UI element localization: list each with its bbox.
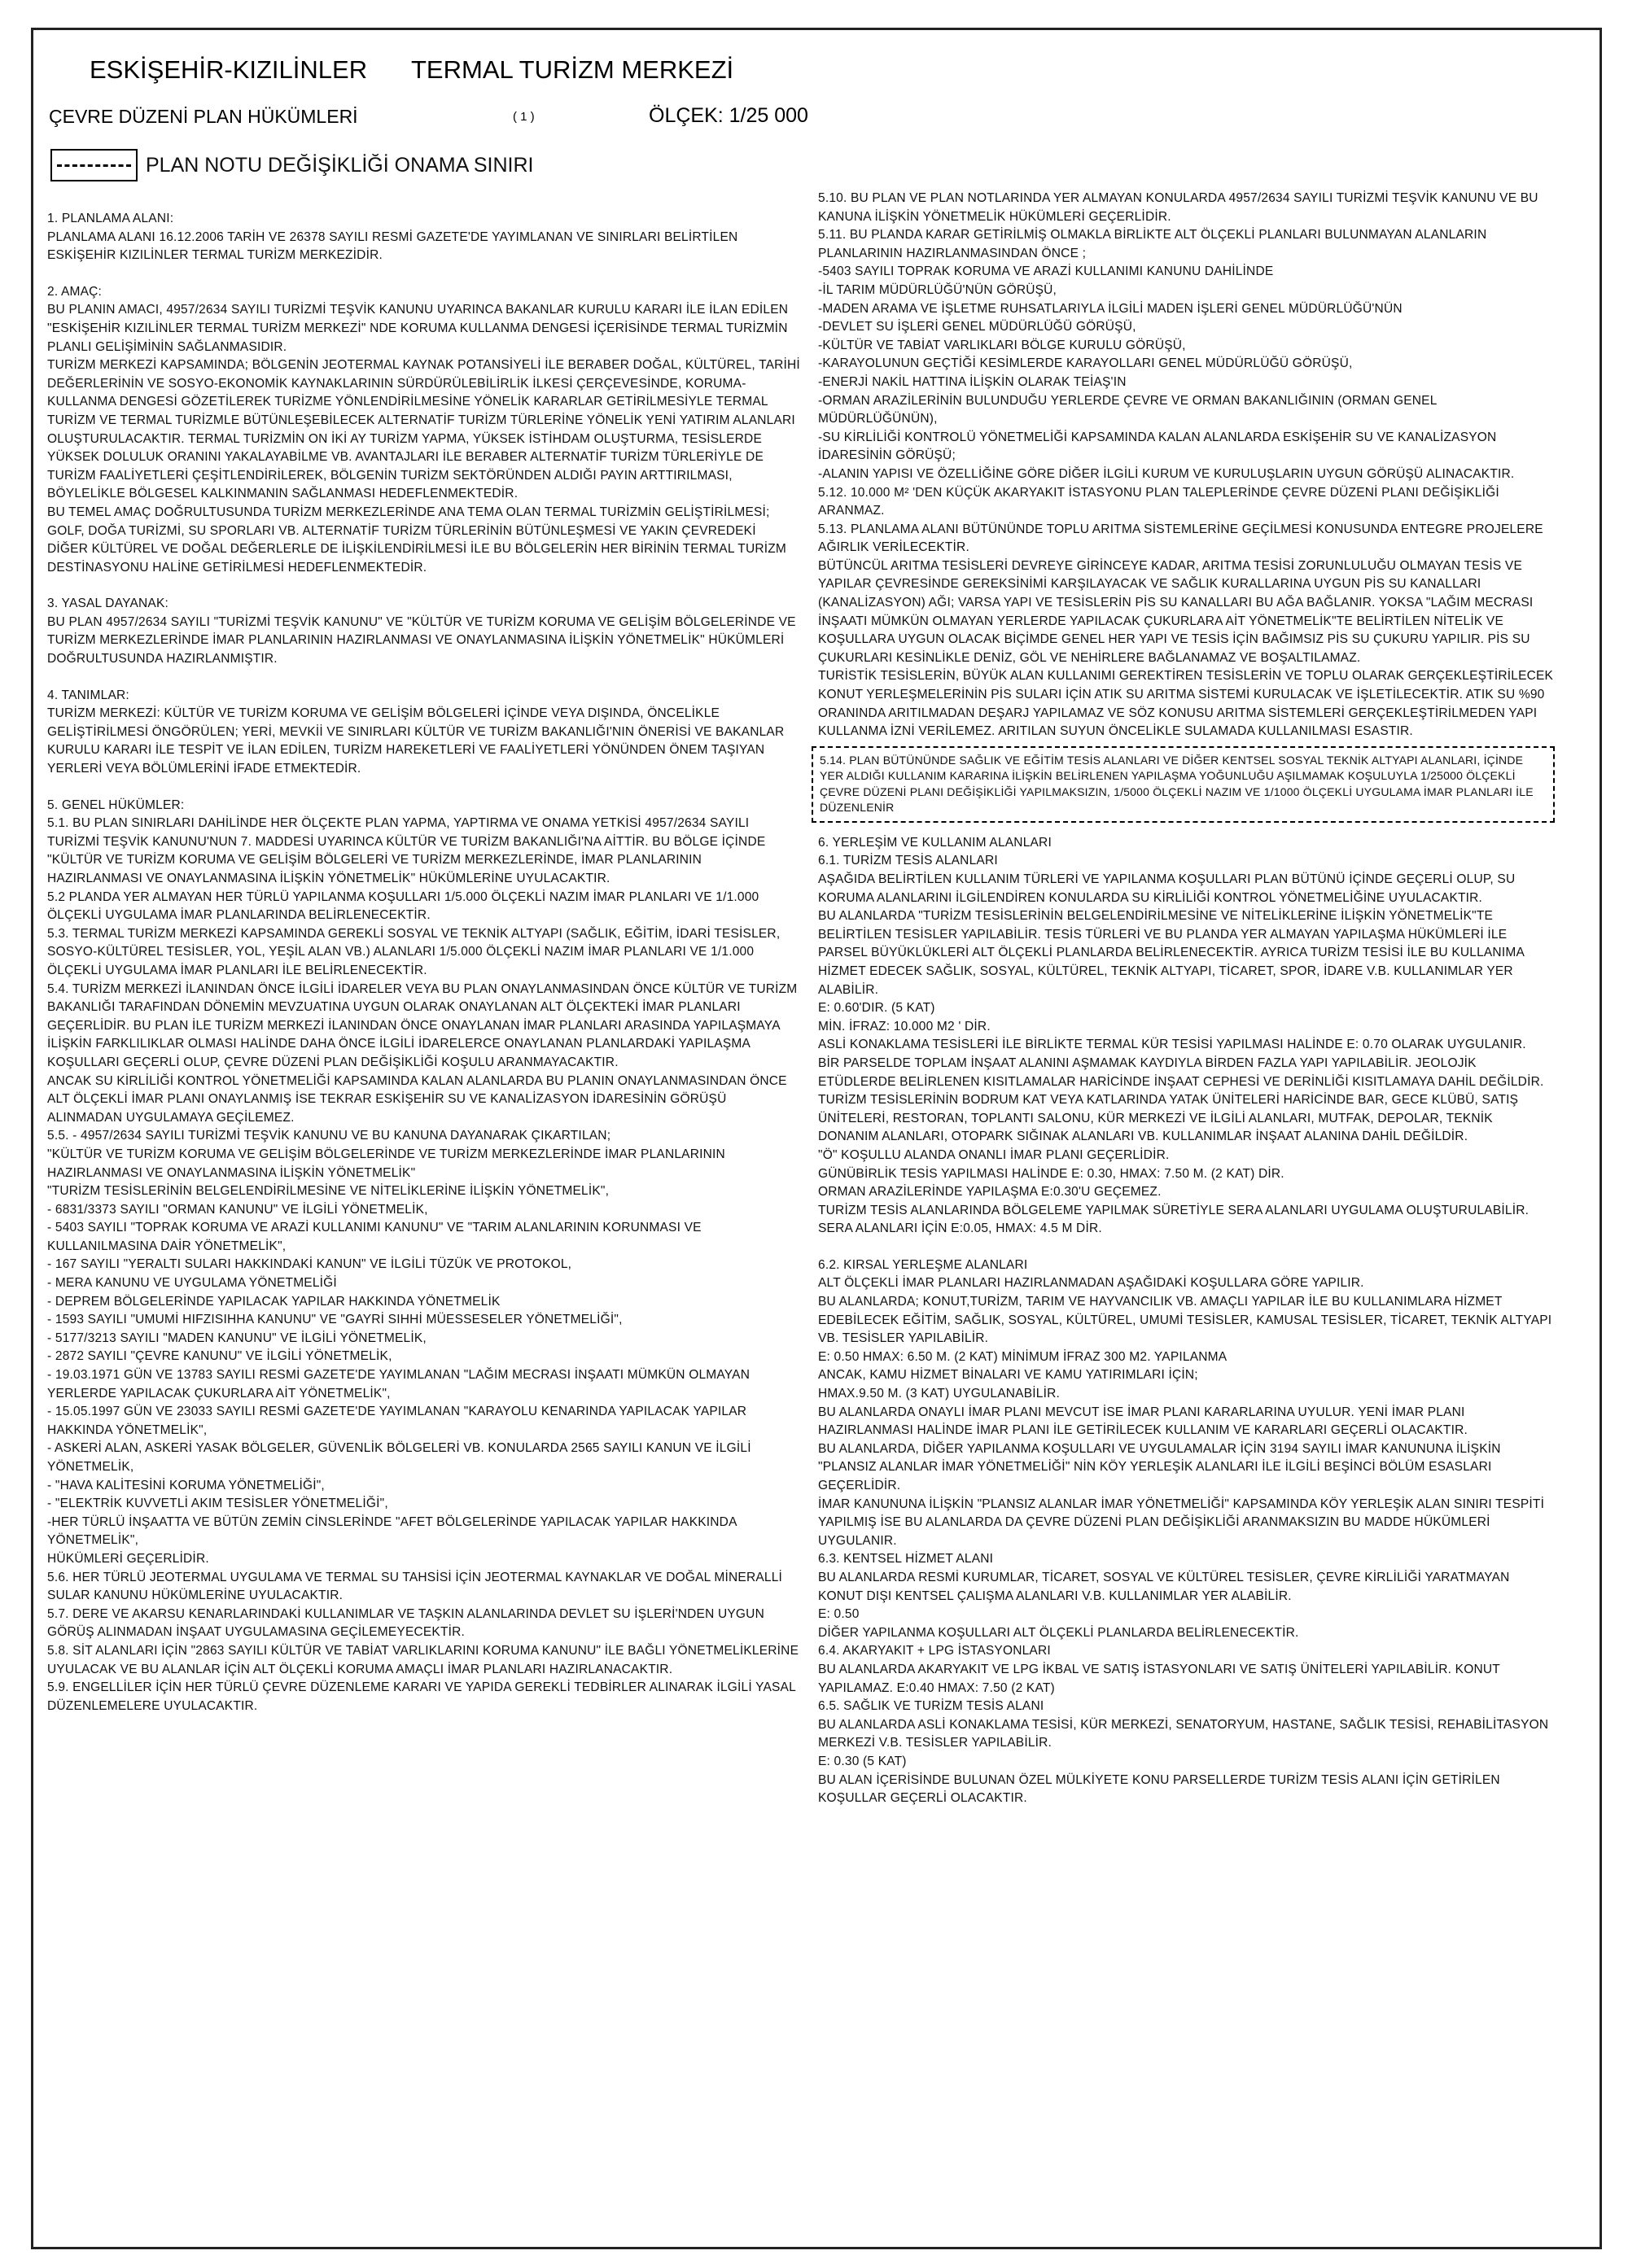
paragraph: -İL TARIM MÜDÜRLÜĞÜ'NÜN GÖRÜŞÜ, [818,282,1057,297]
paragraph: BU ALANLARDA; KONUT,TURİZM, TARIM VE HAYVANCILIK VB. AMAÇLI YAPILAR İLE BU KULLANIMLARA HİZMET EDEBİLECEK EĞİTİM, SAĞLIK, SOSYAL, KÜLTÜREL, UMUMİ TESİSLER, KAMUSAL TESİSLER, TİCARET, TEKNİK ALTYAPI VB. TESİSLER YAPILABİLİR. [818,1295,1556,1346]
paragraph: - 15.05.1997 GÜN VE 23033 SAYILI RESMİ GAZETE'DE YAYIMLANAN "KARAYOLU KENARINDA YAPILACAK YAPILAR HAKKINDA YÖNETMELİK", [47,1405,751,1437]
paragraph: BU ALANLARDA, DİĞER YAPILANMA KOŞULLARI VE UYGULAMALAR İÇİN 3194 SAYILI İMAR KANUNUNA İLİŞKİN "PLANSIZ ALANLAR İMAR YÖNETMELİĞİ" NİN KÖY YERLEŞİK ALANLARI İLE İLGİLİ BEŞİNCİ BÖLÜM ESASLARI GEÇERLİDİR. [818,1441,1505,1492]
page-number: ( 1 ) [513,110,535,124]
paragraph: BİR PARSELDE TOPLAM İNŞAAT ALANINI AŞMAMAK KAYDIYLA BİRDEN FAZLA YAPI YAPILABİLİR. JEOLOJİK ETÜDLERDE BELİRLENEN KISITLAMALAR HARİCİNDE İNŞAAT CEPHESİ VE DERİNLİĞİ KISITLAMAYA DAHİL DEĞİLDİR. [818,1055,1544,1089]
paragraph: 6.1. TURİZM TESİS ALANLARI [818,854,998,868]
paragraph: E: 0.30 (5 KAT) [818,1754,907,1768]
paragraph: "TURİZM TESİSLERİNİN BELGELENDİRİLMESİNE VE NİTELİKLERİNE İLİŞKİN YÖNETMELİK", [47,1184,610,1199]
paragraph: 1. PLANLAMA ALANI: [47,212,174,225]
paragraph: HMAX.9.50 M. (3 KAT) UYGULANABİLİR. [818,1387,1060,1401]
document-title-location: ESKİŞEHİR-KIZILİNLER [90,55,368,84]
paragraph: HÜKÜMLERİ GEÇERLİDİR. [47,1551,209,1566]
paragraph: - ASKERİ ALAN, ASKERİ YASAK BÖLGELER, GÜVENLİK BÖLGELERİ VB. KONULARDA 2565 SAYILI KANUN VE İLGİLİ YÖNETMELİK, [47,1441,755,1474]
paragraph: 5. GENEL HÜKÜMLER: [47,798,185,812]
paragraph: TURİZM MERKEZİ KAPSAMINDA; BÖLGENİN JEOTERMAL KAYNAK POTANSİYELİ İLE BERABER DOĞAL, KÜLTÜREL, TARİHİ DEĞERLERİNİN VE SOSYO-EKONOMİK KAYNAKLARININ SÜRDÜRÜLEBİLİRLİK İLKESİ ÇERÇEVESİNDE, KORUMA-KULLANMA DENGESİ GÖZETİLEREK TURİZME YÖNLENDİRİLMESİNE YÖNELİK KARARLAR GETİRİLMESİYLE TERMAL TURİZM VE TERMAL TURİZMLE BÜTÜNLEŞEBİLECEK ALTERNATİF TURİZM TÜRLERİNE YÖNELİK YENİ YATIRIM ALANLARI OLUŞTURULACAKTIR. TERMAL TURİZMİN ON İKİ AY TURİZM YAPMA, YÜKSEK İSTİHDAM OLUŞTURMA, TESİSLERDE YÜKSEK DOLULUK ORANINI YAKALAYABİLME VB. AVANTAJLARI İLE BERABER ALTERNATİF TURİZM TÜRLERİYLE DE TURİZM FAALİYETLERİ ÇEŞİTLENDİRİLEREK, BÖLGENİN TURİZM SEKTÖRÜNDEN ALDIĞI PAYIN ARTTIRILMASI, BÖYLELİKLE BÖLGESEL KALKINMANIN SAĞLANMASI HEDEFLENMEKTEDİR. [47,358,804,501]
paragraph: 5.12. 10.000 M² 'DEN KÜÇÜK AKARYAKIT İSTASYONU PLAN TALEPLERİNDE ÇEVRE DÜZENİ PLANI DEĞİŞİKLİĞİ ARANMAZ. [818,485,1503,518]
paragraph: "Ö" KOŞULLU ALANDA ONANLI İMAR PLANI GEÇERLİDİR. [818,1147,1170,1162]
paragraph: 5.11. BU PLANDA KARAR GETİRİLMİŞ OLMAKLA BİRLİKTE ALT ÖLÇEKLİ PLANLARI BULUNMAYAN ALANLARIN PLANLARININ HAZIRLANMASINDAN ÖNCE ; [818,228,1490,260]
paragraph: 6. YERLEŞİM VE KULLANIM ALANLARI [818,835,1052,850]
right-column-bottom [818,834,1555,1808]
paragraph: TURİZM TESİS ALANLARINDA BÖLGELEME YAPILMAK SÜRETİYLE SERA ALANLARI UYGULAMA OLUŞTURULABİLİR. SERA ALANLARI İÇİN E:0.05, HMAX: 4.5 M DİR. [818,1203,1533,1236]
paragraph: -ENERJİ NAKİL HATTINA İLİŞKİN OLARAK TEİAŞ'IN [818,374,1127,389]
paragraph: "KÜLTÜR VE TURİZM KORUMA VE GELİŞİM BÖLGELERİNDE VE TURİZM MERKEZLERİNDE İMAR PLANLARININ HAZIRLANMASI VE ONAYLANMASINA İLİŞKİN YÖNETMELİK" [47,1147,729,1180]
paragraph [818,1239,1555,1256]
paragraph: 5.9. ENGELLİLER İÇİN HER TÜRLÜ ÇEVRE DÜZENLEME KARARI VE YAPIDA GEREKLİ TEDBİRLER ALINARAK İLGİLİ YASAL DÜZENLEMELERE UYULACAKTIR. [47,1680,799,1713]
paragraph: - 167 SAYILI "YERALTI SULARI HAKKINDAKİ KANUN" VE İLGİLİ TÜZÜK VE PROTOKOL, [47,1257,572,1272]
document-subtitle: ÇEVRE DÜZENİ PLAN HÜKÜMLERİ [49,106,358,127]
right-column-top [818,190,1555,741]
paragraph: TURİSTİK TESİSLERİN, BÜYÜK ALAN KULLANIMI GEREKTİREN TESİSLERİN VE TOPLU OLARAK GERÇEKLEŞTİRİLECEK KONUT YERLEŞMELERİNİN PİS SULARI İÇİN ATIK SU ARITMA SİSTEMİ KURULACAK VE İŞLETİLECEKTİR. ATIK SU %90 ORANINDA ARITILMADAN DEŞARJ YAPILAMAZ VE SÖZ KONUSU ARITMA SİSTEMLERİ GERÇEKLEŞTİRİLMEDEN YAPI KULLANMA İZNİ VERİLEMEZ. ARITILAN SUYUN ÖNCELİKLE SULAMADA KULLANILMASI ESASTIR. [818,669,1557,739]
right-column [818,190,1555,1808]
paragraph: 2. AMAÇ: [47,284,103,299]
paragraph: ALT ÖLÇEKLİ İMAR PLANLARI HAZIRLANMADAN AŞAĞIDAKİ KOŞULLARA GÖRE YAPILIR. [818,1276,1364,1291]
paragraph: BU ALANLARDA "TURİZM TESİSLERİNİN BELGELENDİRİLMESİNE VE NİTELİKLERİNE İLİŞKİN YÖNETMELİK"TE BELİRTİLEN TESİSLER YAPILABİLİR. TESİS TÜRLERİ VE BU PLANDA YER ALMAYAN YAPILAŞMA HÜKÜMLERİ İLE PARSEL BÜYÜKLÜKLERİ ALT ÖLÇEKLİ PLANLARDA BELİRLENECEKTİR. AYRICA TURİZM TESİSİ İLE BU KULLANIMA HİZMET EDECEK SAĞLIK, SOSYAL, KÜLTÜREL, TEKNİK ALTYAPI, TİCARET, SPOR, İDARE V.B. KULLANIMLAR YER ALABİLİR. [818,909,1528,997]
paragraph: 5.10. BU PLAN VE PLAN NOTLARINDA YER ALMAYAN KONULARDA 4957/2634 SAYILI TURİZMİ TEŞVİK KANUNU VE BU KANUNA İLİŞKİN YÖNETMELİK HÜKÜMLERİ GEÇERLİDİR. [818,191,1543,224]
document-title: TERMAL TURİZM MERKEZİ [411,55,734,84]
paragraph: TURİZM MERKEZİ: KÜLTÜR VE TURİZM KORUMA VE GELİŞİM BÖLGELERİ İÇİNDE VEYA DIŞINDA, ÖNCELİKLE GELİŞTİRİLMESİ ÖNGÖRÜLEN; YERİ, MEVKİİ VE SINIRLARI KÜLTÜR VE TURİZM BAKANLIĞI'NIN ÖNERİSİ VE BAKANLAR KURULU KARARI İLE TESPİT VE İLAN EDİLEN, TURİZM HAREKETLERİ VE FAALİYETLERİ YÖNÜNDEN ÖNEM TAŞIYAN YERLERİ VEYA BÖLÜMLERİNİ İFADE ETMEKTEDİR. [47,706,788,776]
paragraph: -KARAYOLUNUN GEÇTİĞİ KESİMLERDE KARAYOLLARI GENEL MÜDÜRLÜĞÜ GÖRÜŞÜ, [818,356,1353,371]
paragraph: 4. TANIMLAR: [47,688,129,702]
paragraph: -DEVLET SU İŞLERİ GENEL MÜDÜRLÜĞÜ GÖRÜŞÜ, [818,320,1136,334]
paragraph: E: 0.50 HMAX: 6.50 M. (2 KAT) MİNİMUM İFRAZ 300 M2. YAPILANMA [818,1349,1228,1364]
paragraph: 6.5. SAĞLIK VE TURİZM TESİS ALANI [818,1699,1044,1714]
legend-label: PLAN NOTU DEĞİŞİKLİĞİ ONAMA SINIRI [146,153,534,177]
paragraph: ASLİ KONAKLAMA TESİSLERİ İLE BİRLİKTE TERMAL KÜR TESİSİ YAPILMASI HALİNDE E: 0.70 OLARAK UYGULANIR. [818,1038,1526,1052]
paragraph: E: 0.50 [818,1607,860,1622]
paragraph: TURİZM TESİSLERİNİN BODRUM KAT VEYA KATLARINDA YATAK ÜNİTELERİ HARİCİNDE BAR, GECE KLÜBÜ, SATIŞ ÜNİTELERİ, RESTORAN, TOPLANTI SALONU, KÜR MERKEZİ VE İLGİLİ ALANLARI, MUTFAK, DEPOLAR, TEKNİK DONANIM ALANLARI, OTOPARK SIĞINAK ALANLARI VB. KULLANIMLAR İNŞAAT ALANINA DAHİL DEĞİLDİR. [818,1093,1522,1144]
paragraph: BU PLAN 4957/2634 SAYILI "TURİZMİ TEŞVİK KANUNU" VE "KÜLTÜR VE TURİZM KORUMA VE GELİŞİM BÖLGELERİNDE VE TURİZM MERKEZLERİNDE İMAR PLANLARININ HAZIRLANMASI VE ONAYLANMASINA İLİŞKİN YÖNETMELİK" HÜKÜMLERİ DOĞRULTUSUNDA HAZIRLANMIŞTIR. [47,614,799,666]
paragraph: GÜNÜBİRLİK TESİS YAPILMASI HALİNDE E: 0.30, HMAX: 7.50 M. (2 KAT) DİR. [818,1166,1284,1181]
left-column [47,210,804,1715]
paragraph: 5.1. BU PLAN SINIRLARI DAHİLİNDE HER ÖLÇEKTE PLAN YAPMA, YAPTIRMA VE ONAMA YETKİSİ 4957/2634 SAYILI TURİZMİ TEŞVİK KANUNU'NUN 7. MADDESİ UYARINCA KÜLTÜR VE TURİZM BAKANLIĞI'NA AİTTİR. BU BÖLGE İÇİNDE "KÜLTÜR VE TURİZM KORUMA VE GELİŞİM BÖLGELERİ VE TURİZM MERKEZLERİNDE, İMAR PLANLARININ HAZIRLANMASI VE ONAYLANMASINA İLİŞKİN YÖNETMELİK" HÜKÜMLERİNE UYULACAKTIR. [47,816,769,885]
paragraph: -HER TÜRLÜ İNŞAATTA VE BÜTÜN ZEMİN CİNSLERİNDE "AFET BÖLGELERİNDE YAPILACAK YAPILAR HAKKINDA YÖNETMELİK", [47,1514,740,1548]
paragraph [47,265,800,283]
paragraph [47,577,800,595]
paragraph: BU ALANLARDA RESMİ KURUMLAR, TİCARET, SOSYAL VE KÜLTÜREL TESİSLER, ÇEVRE KİRLİLİĞİ YARATMAYAN KONUT DIŞI KENTSEL ÇALIŞMA ALANLARI V.B. KULLANIMLAR YER ALABİLİR. [818,1570,1514,1603]
paragraph: -ALANIN YAPISI VE ÖZELLİĞİNE GÖRE DİĞER İLGİLİ KURUM VE KURULUŞLARIN UYGUN GÖRÜŞÜ ALINACAKTIR. [818,466,1515,481]
paragraph: - 2872 SAYILI "ÇEVRE KANUNU" VE İLGİLİ YÖNETMELİK, [47,1349,392,1364]
paragraph: PLANLAMA ALANI 16.12.2006 TARİH VE 26378 SAYILI RESMİ GAZETE'DE YAYIMLANAN VE SINIRLARI BELİRTİLEN ESKİŞEHİR KIZILİNLER TERMAL TURİZM MERKEZİDİR. [47,229,742,263]
paragraph: - 19.03.1971 GÜN VE 13783 SAYILI RESMİ GAZETE'DE YAYIMLANAN "LAĞIM MECRASI İNŞAATI MÜMKÜN OLMAYAN YERLERDE YAPILACAK ÇUKURLARA AİT YÖNETMELİK", [47,1368,754,1401]
paragraph: 5.4. TURİZM MERKEZİ İLANINDAN ÖNCE İLGİLİ İDARELER VEYA BU PLAN ONAYLANMASINDAN ÖNCE KÜLTÜR VE TURİZM BAKANLIĞI TARAFINDAN DÖNEMİN MEVZUATINA UYGUN OLARAK ONAYLANAN ALT ÖLÇEKTEKİ İMAR PLANLARI GEÇERLİDİR. BU PLAN İLE TURİZM MERKEZİ İLANINDAN ÖNCE ONAYLANAN İMAR PLANLARI ARASINDA YAPILAŞMAYA İLİŞKİN FARKLILIKLAR OLMASI HALİNDE DAHA ÖNCE İLGİLİ İDARELERCE ONAYLANAN PLANLARDAKİ YAPILAŞMA KOŞULLARI GEÇERLİ OLUP, ÇEVRE DÜZENİ PLAN DEĞİŞİKLİĞİ KOŞULU ARANMAYACAKTIR. [47,981,801,1069]
paragraph: 5.3. TERMAL TURİZM MERKEZİ KAPSAMINDA GEREKLİ SOSYAL VE TEKNİK ALTYAPI (SAĞLIK, EĞİTİM, İDARİ TESİSLER, SOSYO-KÜLTÜREL TESİSLER, YOL, YEŞİL ALAN VB.) ALANLARI 1/5.000 ÖLÇEKLİ NAZIM İMAR PLANLARI VE 1/1.000 ÖLÇEKLİ UYGULAMA İMAR PLANLARI İLE BELİRLENECEKTİR. [47,926,784,977]
paragraph: - MERA KANUNU VE UYGULAMA YÖNETMELİĞİ [47,1276,337,1291]
paragraph: 5.7. DERE VE AKARSU KENARLARINDAKİ KULLANIMLAR VE TAŞKIN ALANLARINDA DEVLET SU İŞLERİ'NDEN UYGUN GÖRÜŞ ALINMADAN İNŞAAT UYGULAMASINA GEÇİLEMEYECEKTİR. [47,1606,768,1640]
paragraph: - "ELEKTRİK KUVVETLİ AKIM TESİSLER YÖNETMELİĞİ", [47,1497,388,1511]
paragraph: -ORMAN ARAZİLERİNİN BULUNDUĞU YERLERDE ÇEVRE VE ORMAN BAKANLIĞININ (ORMAN GENEL MÜDÜRLÜĞÜNÜN), [818,393,1441,426]
paragraph: - 5177/3213 SAYILI "MADEN KANUNU" VE İLGİLİ YÖNETMELİK, [47,1331,427,1345]
paragraph: 5.6. HER TÜRLÜ JEOTERMAL UYGULAMA VE TERMAL SU TAHSİSİ İÇİN JEOTERMAL KAYNAKLAR VE DOĞAL MİNERALLİ SULAR KANUNU HÜKÜMLERİNE UYULACAKTIR. [47,1570,786,1603]
paragraph: BU PLANIN AMACI, 4957/2634 SAYILI TURİZMİ TEŞVİK KANUNU UYARINCA BAKANLAR KURULU KARARI İLE İLAN EDİLEN "ESKİŞEHİR KIZILİNLER TERMAL TURİZM MERKEZİ" NDE KORUMA KULLANMA DENGESİ İÇERİSİNDE TERMAL TURİZMİN PLANLI GELİŞİMİNİN SAĞLANMASIDIR. [47,303,792,354]
paragraph: AŞAĞIDA BELİRTİLEN KULLANIM TÜRLERİ VE YAPILANMA KOŞULLARI PLAN BÜTÜNÜ İÇİNDE GEÇERLİ OLUP, SU KORUMA ALANLARINI İLGİLENDİREN KONULARDA SU KİRLİLİĞİ KONTROL YÖNETMELİĞİNE UYULACAKTIR. [818,872,1519,905]
dashed-boundary-icon [50,149,138,181]
paragraph: ANCAK SU KİRLİLİĞİ KONTROL YÖNETMELİĞİ KAPSAMINDA KALAN ALANLARDA BU PLANIN ONAYLANMASINDAN ÖNCE ALT ÖLÇEKLİ İMAR PLANI ONAYLANMIŞ İSE TEKRAR ESKİŞEHİR SU VE KANALİZASYON İDARESİNİN GÖRÜŞÜ ALINMADAN UYGULAMAYA GEÇİLEMEZ. [47,1073,790,1125]
paragraph: E: 0.60'DIR. (5 KAT) [818,1001,935,1016]
paragraph: BU TEMEL AMAÇ DOĞRULTUSUNDA TURİZM MERKEZLERİNDE ANA TEMA OLAN TERMAL TURİZMİN GELİŞTİRİLMESİ; GOLF, DOĞA TURİZMİ, SU SPORLARI VB. ALTERNATİF TURİZM TÜRLERİNİN BÜTÜNLEŞMESİ VE YAKIN ÇEVREDEKİ DİĞER KÜLTÜREL VE DOĞAL DEĞERLERLE DE İLİŞKİLENDİRİLMESİ İLE BU BÖLGELERİN HER BİRİNİN TERMAL TURİZM DESTİNASYONU HALİNE GETİRİLMESİ HEDEFLENMEKTEDİR. [47,505,790,575]
paragraph: 6.3. KENTSEL HİZMET ALANI [818,1552,994,1567]
map-scale: ÖLÇEK: 1/25 000 [649,104,808,127]
paragraph: ANCAK, KAMU HİZMET BİNALARI VE KAMU YATIRIMLARI İÇİN; [818,1368,1198,1383]
paragraph: BU ALANLARDA AKARYAKIT VE LPG İKBAL VE SATIŞ İSTASYONLARI VE SATIŞ ÜNİTELERİ YAPILABİLİR. KONUT YAPILAMAZ. E:0.40 HMAX: 7.50 (2 KAT) [818,1662,1503,1695]
paragraph: 3. YASAL DAYANAK: [47,596,168,611]
paragraph: - 6831/3373 SAYILI "ORMAN KANUNU" VE İLGİLİ YÖNETMELİK, [47,1202,428,1217]
paragraph: 5.13. PLANLAMA ALANI BÜTÜNÜNDE TOPLU ARITMA SİSTEMLERİNE GEÇİLMESİ KONUSUNDA ENTEGRE PROJELERE AĞIRLIK VERİLECEKTİR. [818,522,1547,555]
paragraph: DİĞER YAPILANMA KOŞULLARI ALT ÖLÇEKLİ PLANLARDA BELİRLENECEKTİR. [818,1625,1299,1640]
paragraph: BÜTÜNCÜL ARITMA TESİSLERİ DEVREYE GİRİNCEYE KADAR, ARITMA TESİSİ ZORUNLULUĞU OLMAYAN TESİS VE YAPILAR ÇEVRESİNDE GEREKSİNİMİ KARŞILAYACAK VE SAĞLIK KURALLARINA UYGUN PİS SU KANALLARI (KANALİZASYON) AĞI; VARSA YAPI VE TESİSLERİN PİS SU KANALLARI BU AĞA BAĞLANIR. YOKSA "LAĞIM MECRASI İNŞAATI MÜMKÜN OLMAYAN YERLERDE YAPILACAK ÇUKURLARA AİT YÖNETMELİK"TE BELİRTİLEN NİTELİK VE KOŞULLARA UYGUN OLACAK BİÇİMDE GENEL HER YAPI VE TESİS İÇİN BAĞIMSIZ PİS SU ÇUKURU YAPILIR. PİS SU ÇUKURLARI KESİNLİKLE DENİZ, GÖL VE NEHİRLERE BAĞLANAMAZ VE BOŞALTILAMAZ. [818,558,1537,665]
paragraph: 5.8. SİT ALANLARI İÇİN "2863 SAYILI KÜLTÜR VE TABİAT VARLIKLARINI KORUMA KANUNU" İLE BAĞLI YÖNETMELİKLERİNE UYULACAK VE BU ALANLAR İÇİN ALT ÖLÇEKLİ KORUMA AMAÇLI İMAR PLANLARI HAZIRLANACAKTIR. [47,1643,803,1676]
paragraph: 5.5. - 4957/2634 SAYILI TURİZMİ TEŞVİK KANUNU VE BU KANUNA DAYANARAK ÇIKARTILAN; [47,1129,611,1143]
paragraph: BU ALAN İÇERİSİNDE BULUNAN ÖZEL MÜLKİYETE KONU PARSELLERDE TURİZM TESİS ALANI İÇİN GETİRİLEN KOŞULLAR GEÇERLİ OLACAKTIR. [818,1772,1504,1806]
paragraph: -5403 SAYILI TOPRAK KORUMA VE ARAZİ KULLANIMI KANUNU DAHİLİNDE [818,264,1274,279]
paragraph: -KÜLTÜR VE TABİAT VARLIKLARI BÖLGE KURULU GÖRÜŞÜ, [818,338,1186,352]
paragraph: 6.4. AKARYAKIT + LPG İSTASYONLARI [818,1644,1051,1658]
paragraph [47,779,800,797]
paragraph: - "HAVA KALİTESİNİ KORUMA YÖNETMELİĞİ", [47,1478,325,1492]
paragraph: MİN. İFRAZ: 10.000 M2 ' DİR. [818,1019,991,1033]
paragraph: -MADEN ARAMA VE İŞLETME RUHSATLARIYLA İLGİLİ MADEN İŞLERİ GENEL MÜDÜRLÜĞÜ'NÜN [818,301,1403,316]
paragraph: - DEPREM BÖLGELERİNDE YAPILACAK YAPILAR HAKKINDA YÖNETMELİK [47,1294,501,1309]
paragraph: ORMAN ARAZİLERİNDE YAPILAŞMA E:0.30'U GEÇEMEZ. [818,1185,1162,1200]
paragraph: 6.2. KIRSAL YERLEŞME ALANLARI [818,1257,1028,1272]
amendment-box: 5.14. PLAN BÜTÜNÜNDE SAĞLIK VE EĞİTİM TESİS ALANLARI VE DİĞER KENTSEL SOSYAL TEKNİK ALTYAPI ALANLARI, İÇİNDE YER ALDIĞI KULLANIM KARARINA İLİŞKİN BELİRLENEN YAPILAŞMA YOĞUNLUĞU AŞILMAMAK KOŞULUYLA 1/25000 ÖLÇEKLİ ÇEVRE DÜZENİ PLANI DEĞİŞİKLİĞİ YAPILMAKSIZIN, 1/5000 ÖLÇEKLİ NAZIM VE 1/1000 ÖLÇEKLİ UYGULAMA İMAR PLANLARI İLE DÜZENLENİR [812,746,1555,823]
paragraph: BU ALANLARDA ASLİ KONAKLAMA TESİSİ, KÜR MERKEZİ, SENATORYUM, HASTANE, SAĞLIK TESİSİ, REHABİLİTASYON MERKEZİ V.B. TESİSLER YAPILABİLİR. [818,1717,1552,1750]
paragraph: 5.2 PLANDA YER ALMAYAN HER TÜRLÜ YAPILANMA KOŞULLARI 1/5.000 ÖLÇEKLİ NAZIM İMAR PLANLARI VE 1/1.000 ÖLÇEKLİ UYGULAMA İMAR PLANLARINDA BELİRLENECEKTİR. [47,889,763,923]
paragraph: -SU KİRLİLİĞİ KONTROLÜ YÖNETMELİĞİ KAPSAMINDA KALAN ALANLARDA ESKİŞEHİR SU VE KANALİZASYON İDARESİNİN GÖRÜŞÜ; [818,430,1500,463]
paragraph [47,669,800,687]
paragraph: - 5403 SAYILI "TOPRAK KORUMA VE ARAZİ KULLANIMI KANUNU" VE "TARIM ALANLARININ KORUNMASI VE KULLANILMASINA DAİR YÖNETMELİK", [47,1221,706,1253]
paragraph: İMAR KANUNUNA İLİŞKİN "PLANSIZ ALANLAR İMAR YÖNETMELİĞİ" KAPSAMINDA KÖY YERLEŞİK ALAN SINIRI TESPİTİ YAPILMIŞ İSE BU ALANLARDA DA ÇEVRE DÜZENİ PLAN DEĞİŞİKLİĞİ ARANMAKSIZIN BU MADDE HÜKÜMLERİ UYGULANIR. [818,1497,1548,1548]
paragraph: - 1593 SAYILI "UMUMİ HIFZISIHHA KANUNU" VE "GAYRİ SIHHİ MÜESSESELER YÖNETMELİĞİ", [47,1313,623,1327]
paragraph: BU ALANLARDA ONAYLI İMAR PLANI MEVCUT İSE İMAR PLANI KARARLARINA UYULUR. YENİ İMAR PLANI HAZIRLANMASI HALİNDE İMAR PLANI İLE GETİRİLECEK KULLANIM VE KARARLARI GEÇERLİ OLACAKTIR. [818,1405,1469,1438]
legend [50,149,534,181]
